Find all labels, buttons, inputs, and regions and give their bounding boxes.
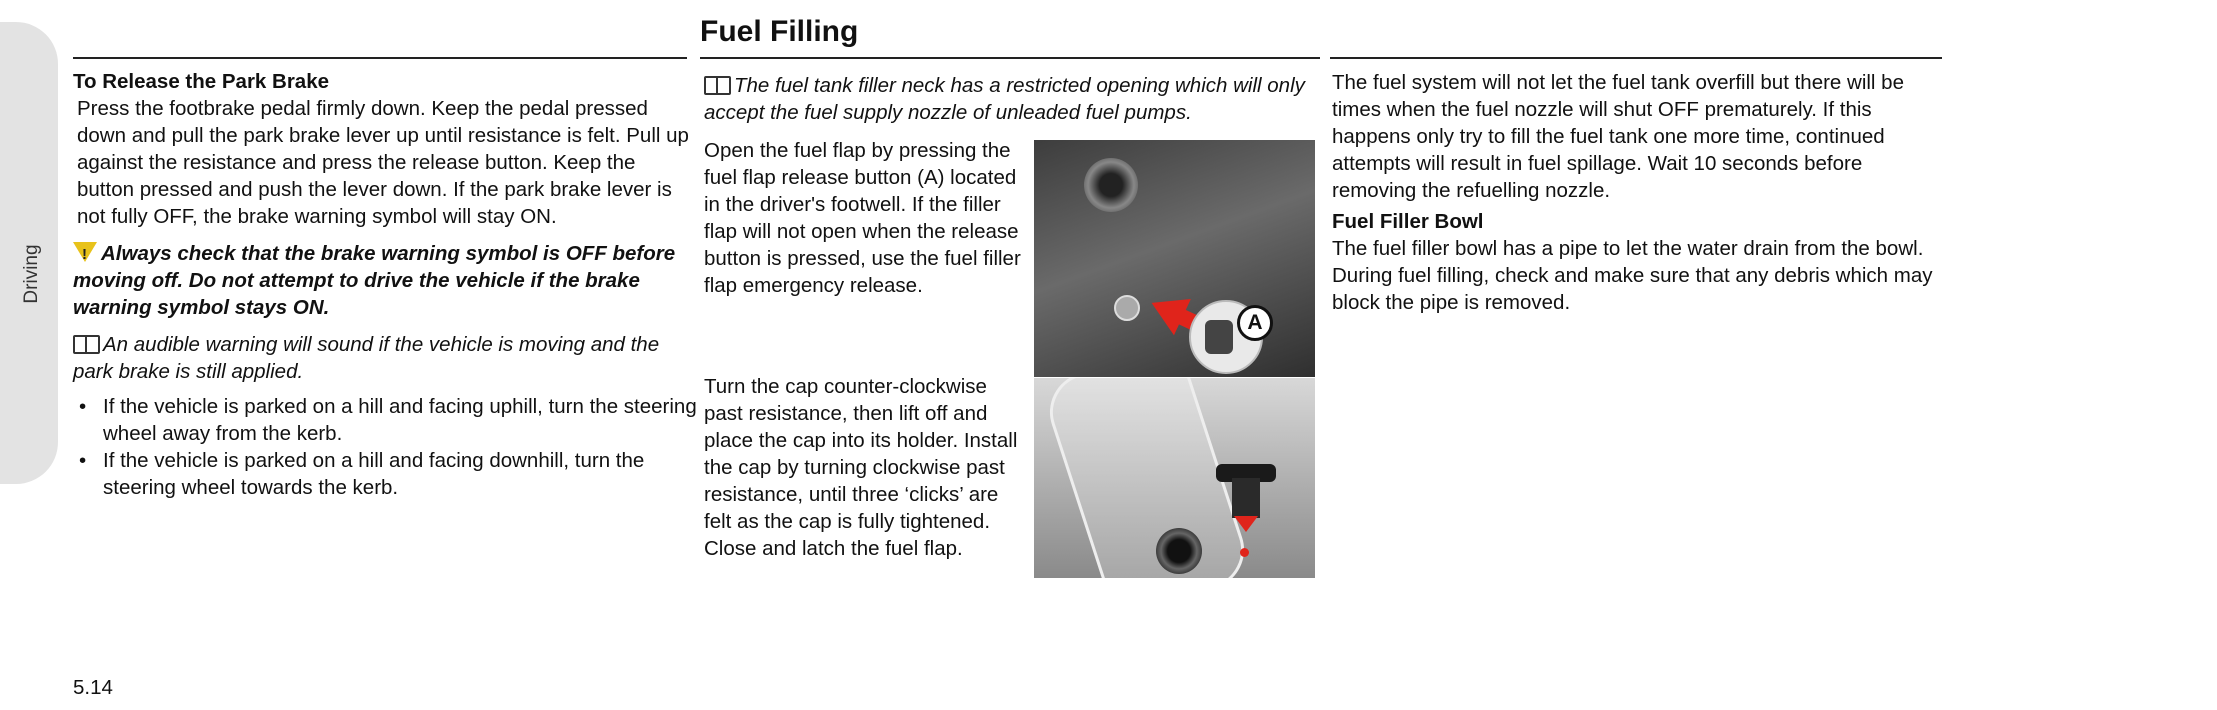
fuel-cap-text: Turn the cap counter-clockwise past resistance, then lift off and place the cap into its holder. Install the cap by turning clockwise past resistance, until three ‘clicks’ are felt as the cap is fully tightened. Close and latch the fuel flap. <box>704 375 1018 560</box>
hill-parking-list <box>73 393 698 501</box>
page-title: Fuel Filling <box>700 15 859 48</box>
fuel-pump-icon <box>1205 320 1233 354</box>
down-arrow-icon <box>1234 516 1258 532</box>
page-number: 5.14 <box>73 676 113 699</box>
overfill-text: The fuel system will not let the fuel tank overfill but there will be times when the fuel nozzle will shut OFF prematurely. If this happens only try to fill the fuel tank one more time, continued attempts will result in fuel spillage. Wait 10 seconds before removing the refuelling nozzle. <box>1332 71 1904 202</box>
fuel-flap-paragraph <box>704 137 1026 299</box>
filler-neck-icon <box>1156 528 1202 574</box>
park-brake-warning-text: Always check that the brake warning symbol is OFF before moving off. Do not attempt to drive the vehicle if the brake warning symbol stays ON. <box>73 242 676 319</box>
fuel-flap-text: Open the fuel flap by pressing the fuel flap release button (A) located in the driver's footwell. If the filler flap will not open when the release button is pressed, use the fuel filler flap emergency release. <box>704 139 1021 297</box>
right-column <box>1332 69 1944 316</box>
list-item: • If the vehicle is parked on a hill and facing downhill, turn the steering wheel towards the kerb. <box>73 447 698 501</box>
filler-bowl-text: The fuel filler bowl has a pipe to let the water drain from the bowl. During fuel filling, check and make sure that any debris which may block the pipe is removed. <box>1332 237 1933 314</box>
park-brake-heading: To Release the Park Brake <box>73 70 329 93</box>
park-brake-note-text: An audible warning will sound if the vehicle is moving and the park brake is still applied. <box>73 333 660 383</box>
fuel-cap-photo <box>1034 378 1315 578</box>
callout-label-a: A <box>1237 305 1273 341</box>
chapter-tab <box>0 22 58 484</box>
filler-neck-note-text: The fuel tank filler neck has a restricted opening which will only accept the fuel supply nozzle of unleaded fuel pumps. <box>704 74 1305 124</box>
filler-neck-note <box>704 72 1326 126</box>
park-brake-body: Press the footbrake pedal firmly down. Keep the pedal pressed down and pull the park brake lever up until resistance is felt. Pull up against the resistance and press the release button. Keep the button pressed and push the lever down. If the park brake lever is not fully OFF, the brake warning symbol will stay ON. <box>77 97 689 228</box>
park-brake-note <box>73 331 698 385</box>
rule-middle <box>700 57 1320 59</box>
fuel-flap-release-photo <box>1034 140 1315 377</box>
fuel-cap-stem-icon <box>1232 478 1260 518</box>
middle-column-note <box>704 72 1326 126</box>
warning-triangle-icon <box>73 242 97 262</box>
chapter-tab-label: Driving <box>21 244 42 304</box>
light-switch-knob-icon <box>1084 158 1138 212</box>
rule-right <box>1330 57 1942 59</box>
park-brake-warning <box>73 240 698 321</box>
filler-bowl-heading: Fuel Filler Bowl <box>1332 210 1484 233</box>
list-item: • If the vehicle is parked on a hill and facing uphill, turn the steering wheel away from the kerb. <box>73 393 698 447</box>
fuel-cap-paragraph <box>704 373 1026 562</box>
left-column <box>73 68 698 501</box>
red-arrow-icon <box>1143 285 1191 336</box>
open-book-icon <box>73 335 99 353</box>
release-button-icon <box>1114 295 1140 321</box>
red-dot-icon <box>1240 548 1249 557</box>
open-book-icon <box>704 76 730 94</box>
rule-left <box>73 57 687 59</box>
